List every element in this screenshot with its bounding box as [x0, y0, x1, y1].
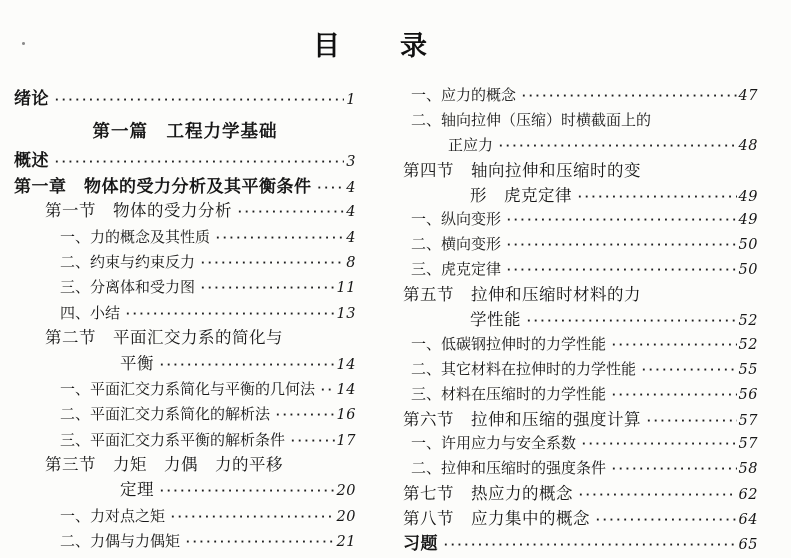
page-number: 49 — [738, 188, 758, 205]
page-number: 20 — [336, 483, 356, 500]
dot-leader — [321, 377, 335, 402]
toc-column-right — [402, 84, 758, 557]
page-number: 50 — [738, 237, 758, 254]
toc-entry-label: 三、平面汇交力系平衡的解析条件 — [60, 431, 286, 449]
toc-entry — [402, 208, 758, 233]
dot-leader — [596, 508, 737, 533]
toc-entry-label: 第二节 平面汇交力系的简化与 — [45, 329, 283, 348]
toc-entry-label: 第三节 力矩 力偶 力的平移 — [45, 456, 283, 475]
page-number: 17 — [336, 432, 356, 449]
dot-leader — [55, 87, 344, 112]
toc-entry — [14, 453, 356, 478]
toc-entry — [402, 258, 758, 283]
page-number: 55 — [738, 361, 758, 378]
toc-entry — [14, 402, 356, 427]
dot-leader — [507, 258, 737, 283]
dot-leader — [612, 457, 737, 482]
page-number: 57 — [738, 436, 758, 453]
toc-entry-label: 第五节 拉伸和压缩时材料的力 — [403, 286, 641, 305]
toc-entry-label: 绪论 — [14, 89, 49, 108]
toc-entry-label: 四、小结 — [60, 304, 121, 322]
toc-entry — [14, 225, 356, 250]
toc-entry-continuation — [402, 184, 758, 209]
toc-entry — [14, 301, 356, 326]
page-number: 64 — [738, 512, 758, 529]
page-number: 20 — [336, 508, 356, 525]
dot-leader — [578, 185, 737, 210]
toc-entry-label: 平衡 — [120, 354, 154, 373]
toc-entry — [402, 383, 758, 408]
toc-entry-label: 三、虎克定律 — [411, 261, 502, 279]
dot-leader — [186, 529, 335, 554]
dot-leader — [642, 358, 737, 383]
page-number: 48 — [738, 137, 758, 154]
page-number: 1 — [346, 92, 356, 108]
toc-entry — [402, 358, 758, 383]
dot-leader — [276, 402, 335, 427]
dot-leader — [55, 149, 344, 174]
toc-entry-label: 二、约束与约束反力 — [60, 253, 196, 271]
part-heading: 第一篇 工程力学基础 — [92, 121, 278, 142]
toc-entry-label: 第四节 轴向拉伸和压缩时的变 — [403, 161, 641, 180]
page-number: 11 — [336, 280, 356, 297]
toc-entry — [402, 408, 758, 433]
toc-entry — [14, 148, 356, 173]
dot-leader — [499, 134, 737, 159]
toc-entry — [14, 428, 356, 453]
toc-entry-continuation — [402, 308, 758, 333]
toc-entry — [402, 507, 758, 532]
toc-entry — [402, 84, 758, 109]
toc-entry-label: 第六节 拉伸和压缩的强度计算 — [403, 410, 641, 429]
toc-entry — [402, 457, 758, 482]
toc-entry — [402, 432, 758, 457]
page-number: 58 — [738, 461, 758, 478]
page-number: 16 — [336, 407, 356, 424]
page-number: 14 — [336, 381, 356, 398]
dot-leader — [171, 504, 335, 529]
toc-entry-label: 定理 — [120, 481, 154, 500]
toc-entry-label: 第一章 物体的受力分析及其平衡条件 — [14, 176, 312, 196]
toc-entry-label: 三、分离体和受力图 — [60, 279, 196, 297]
page-number: 47 — [738, 88, 758, 104]
page-number: 4 — [346, 179, 356, 196]
toc-entry-label: 形 虎克定律 — [470, 186, 572, 205]
toc-entry-label: 一、低碳钢拉伸时的力学性能 — [411, 335, 607, 353]
dot-leader — [160, 352, 335, 377]
dot-leader — [318, 175, 345, 200]
dot-leader — [612, 383, 737, 408]
toc-entry — [14, 84, 356, 111]
dot-leader — [201, 275, 335, 300]
toc-entry-label: 第一节 物体的受力分析 — [45, 202, 232, 221]
page-number: 4 — [346, 204, 356, 221]
dot-leader — [126, 301, 335, 326]
toc-entry-label: 正应力 — [448, 136, 494, 154]
toc-entry-label: 概述 — [14, 151, 49, 171]
toc-entry-label: 三、材料在压缩时的力学性能 — [411, 385, 607, 403]
toc-entry — [14, 504, 356, 529]
dot-leader — [238, 199, 344, 224]
page-title: 目 录 — [313, 31, 429, 61]
dot-leader — [160, 478, 335, 503]
toc-entry — [402, 333, 758, 358]
toc-entry-continuation — [14, 478, 356, 503]
page-number: 21 — [336, 534, 356, 551]
dot-leader — [522, 84, 737, 109]
dot-leader — [579, 483, 737, 508]
toc-entry-label: 一、纵向变形 — [411, 211, 502, 229]
toc-entry — [14, 529, 356, 554]
dot-leader — [291, 428, 335, 453]
dot-leader — [647, 409, 737, 434]
page-number: 65 — [738, 537, 758, 554]
toc-entry-label: 二、平面汇交力系简化的解析法 — [60, 406, 271, 424]
toc-entry — [402, 532, 758, 557]
toc-entry — [14, 275, 356, 300]
toc-entry-label: 学性能 — [470, 311, 521, 330]
toc-entry-label: 一、力对点之矩 — [60, 507, 166, 525]
toc-entry-label: 一、许用应力与安全系数 — [411, 435, 577, 453]
toc-entry-continuation — [402, 134, 758, 159]
page-number: 50 — [738, 262, 758, 279]
toc-entry — [402, 482, 758, 507]
toc-entry-label: 二、力偶与力偶矩 — [60, 533, 181, 551]
toc-entry-label: 二、横向变形 — [411, 236, 502, 254]
dot-leader — [527, 309, 737, 334]
toc-entry — [402, 109, 758, 134]
toc-entry-label: 二、其它材料在拉伸时的力学性能 — [411, 360, 637, 378]
page-number: 13 — [336, 305, 356, 322]
toc-entry — [14, 326, 356, 351]
toc-entry — [14, 174, 356, 199]
page-number: 3 — [346, 154, 356, 171]
toc-entry-label: 习题 — [403, 534, 438, 554]
toc-entry-label: 二、拉伸和压缩时的强度条件 — [411, 460, 607, 478]
page-number: 8 — [346, 254, 356, 271]
dot-leader — [612, 333, 737, 358]
toc-entry-label: 一、平面汇交力系简化与平衡的几何法 — [60, 380, 316, 398]
page-number: 4 — [346, 229, 356, 246]
toc-entry-label: 第八节 应力集中的概念 — [403, 510, 590, 529]
page-number: 62 — [738, 487, 758, 504]
page-number: 56 — [738, 386, 758, 403]
toc-entry — [402, 283, 758, 308]
toc-column-left — [14, 84, 356, 555]
toc-entry-continuation — [14, 352, 356, 377]
page-number: 52 — [738, 313, 758, 330]
page-number: 49 — [738, 212, 758, 229]
toc-entry-label: 二、轴向拉伸（压缩）时横截面上的 — [411, 111, 652, 129]
dot-leader — [216, 225, 344, 250]
dot-leader — [507, 208, 737, 233]
toc-entry-label: 第七节 热应力的概念 — [403, 485, 573, 504]
toc-entry — [14, 250, 356, 275]
toc-entry — [402, 159, 758, 184]
toc-entry — [14, 199, 356, 224]
page-number: 14 — [336, 356, 356, 373]
page-number: 57 — [738, 412, 758, 429]
toc-entry-label: 一、力的概念及其性质 — [60, 228, 211, 246]
toc-entry — [14, 377, 356, 402]
toc-entry-label: 一、应力的概念 — [411, 87, 517, 104]
dot-leader — [444, 533, 737, 558]
dot-leader — [507, 233, 737, 258]
dot-leader — [582, 432, 737, 457]
toc-entry — [402, 233, 758, 258]
dot-leader — [201, 250, 344, 275]
page-number: 52 — [738, 336, 758, 353]
